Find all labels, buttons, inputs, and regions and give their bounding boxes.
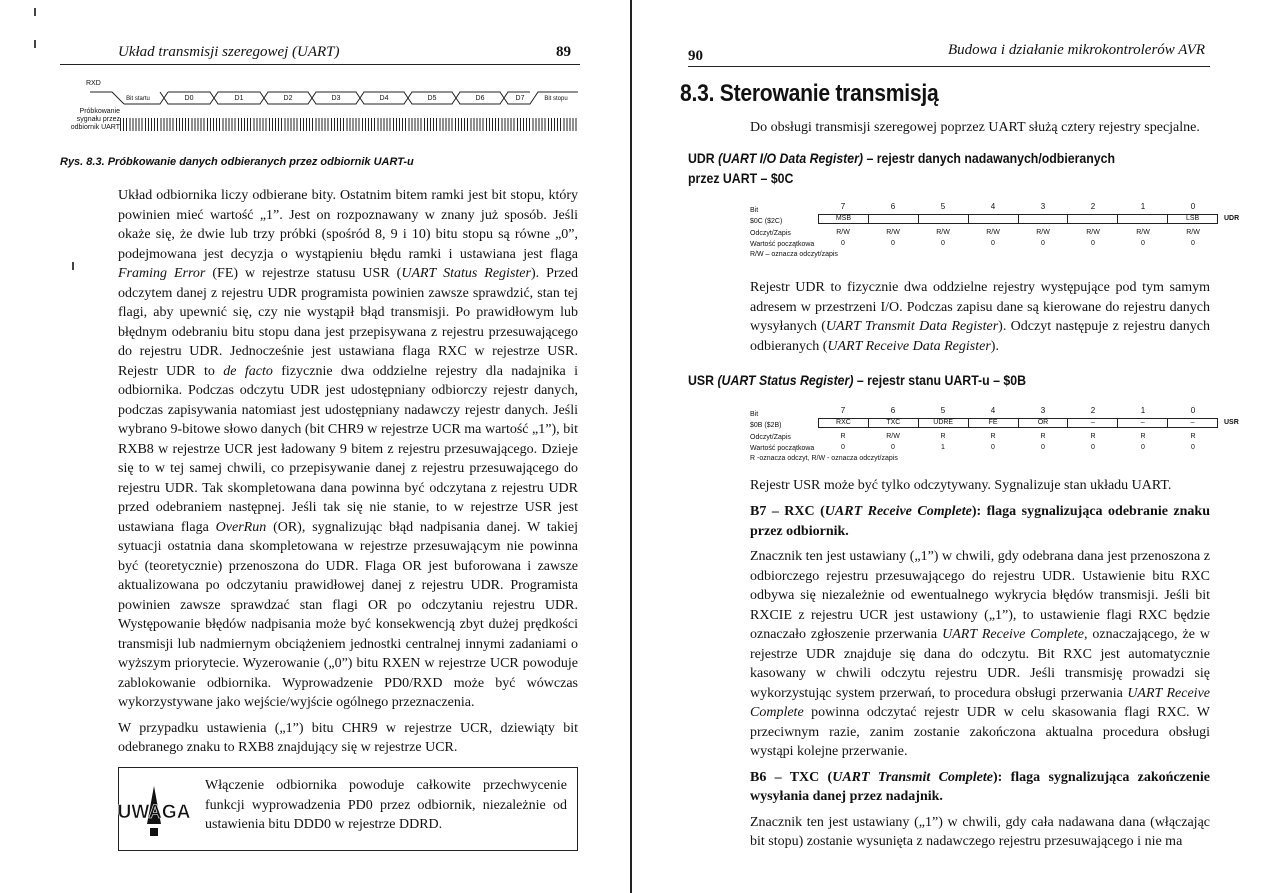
sampling-label-line: sygnału przez [76,116,120,123]
register-cell [1118,215,1168,223]
crop-mark [34,8,36,16]
register-access: R [1040,433,1046,440]
bit-label: Bit startu [126,96,150,102]
figure-caption: Rys. 8.3. Próbkowanie danych odbieranych przez odbiornik UART-u [60,156,414,168]
register-initial-value: 0 [1141,240,1145,247]
register-initial-value: 0 [1041,444,1045,451]
register-bit-number: 1 [1140,202,1146,211]
register-initial-value: 0 [891,240,895,247]
register-initial-value: 0 [1141,444,1145,451]
register-bit-number: 3 [1040,406,1046,415]
paragraph: W przypadku ustawienia („1”) bitu CHR9 w rejestrze UCR, dziewiąty bit odebranego znaku to RXB8 znajdujący się w rejestrze UCR. [118,720,578,755]
register-bit-label: Bit [750,207,759,214]
register-access-label: Odczyt/Zapis [750,434,791,441]
paragraph [750,547,1210,762]
register-cell [1019,215,1069,223]
text-run: UART Receive Complete [750,685,1210,720]
header-rule [60,64,580,65]
register-access: R/W [886,433,900,440]
register-access: R/W [1186,229,1200,236]
text-run: UART Transmit Data Register [825,319,999,334]
bit-label: D2 [283,95,293,102]
udr-heading-line2: przez UART – $0C [688,170,794,186]
register-initial-value: 0 [841,240,845,247]
text-run: B7 – RXC ( [750,504,825,519]
register-cell: – [1118,419,1168,427]
text-run: UART Status Register [401,266,531,281]
register-access-label: Odczyt/Zapis [750,230,791,237]
register-bit-number: 4 [990,406,996,415]
crop-mark [72,262,74,270]
register-legend: R -oznacza odczyt, R/W - oznacza odczyt/zapis [750,455,898,462]
register-access: R [990,433,996,440]
text-run: Framing Error [118,266,206,281]
register-initial-value: 0 [1191,444,1195,451]
intro-text: Do obsługi transmisji szeregowej poprzez UART służą cztery rejestry specjalne. [750,120,1200,135]
text-run: Rejestr UDR to fizycznie dwa oddzielne rejestry występujące pod tym samym adresem w przestrzeni I/O. Podczas zapisu dane są kierowane do rejestru danych wysyłanych ( [750,280,1210,334]
register-bit-number: 2 [1090,202,1096,211]
register-access: R/W [836,229,850,236]
register-cell: – [1190,419,1195,426]
paragraph [118,186,578,713]
register-address: $0C ($2C) [750,218,783,225]
bit-label: D1 [234,95,244,102]
text-run: UART Receive Data Register [827,338,991,354]
register-cell [1068,215,1118,223]
register-access: R/W [986,229,1000,236]
register-cell: MSB [819,215,869,223]
register-cell: FE [969,419,1019,427]
register-bit-number: 5 [940,406,946,415]
text-run: Układ odbiornika liczy odbierane bity. Ostatnim bitem ramki jest bit stopu, który powinien mieć wartość „1”. Jest on rozpoznawany w znany już sposób. Jeśli okaże się, że dwie lub trzy próbki (spośród 8, 9 i 10) bitu stopu są równe „0”, podejmowana jest decyzja o wystąpieniu błędu ramki i ustawiana jest flaga [118,188,578,262]
text-run: (UART Status Register) [717,372,854,388]
text-run: (UART I/O Data Register) [718,150,864,166]
text-run: (FE) w rejestrze statusu USR ( [205,266,402,281]
text-run: Znacznik ten jest ustawiany („1”) w chwili, gdy odebrana dana jest przenoszona z odbiorczego rejestru przesuwającego do rejestru UDR. Ustawienie bitu RXC odbywa się niezależnie od ewentualnego wykrycia błędów transmisji. Jeśli bit RXCIE z rejestru UCR jest ustawiony („1”), to ustawienie flagi RXC będzie oznaczało zgłoszenie przerwania [750,549,1210,642]
udr-register-table [750,198,1240,278]
text-run: fizycznie dwa oddzielne rejestry dla nadajnika i odbiornika. Podczas odczytu UDR jest udostępniany odbiorczy rejestr danych, podczas zapisywania natomiast jest udostępniany nadawczy rejestr danych. Jeśli wybrano 9-bitowe słowo danych (bit CHR9 w rejestrze UCR ma wartość „1”), bit RXB8 w rejestrze UCR jest ładowany 9 bitem z rejestru przesuwającego. Dzieje się to w tej samej chwili, co przepisywanie danej z rejestru przesuwającego do rejestru UDR. Tak skompletowana dana powinna być odczytana z rejestru UDR przed odebraniem następnej. Jeśli tak się nie stanie, to w rejestrze USR jest ustawiana flaga [118,363,578,535]
register-initial-value: 0 [1091,240,1095,247]
text-run: – rejestr stanu UART-u – $0B [853,372,1026,388]
register-bit-number: 5 [940,202,946,211]
register-initial-value: 0 [1041,240,1045,247]
page-number: 90 [688,48,703,64]
register-initial-value: 0 [991,444,995,451]
register-initial-value: 1 [941,444,945,451]
register-initial-value: 0 [1191,240,1195,247]
register-bit-number: 0 [1190,202,1196,211]
text-run: B6 – TXC ( [750,769,833,785]
udr-description [750,278,1210,362]
text-run: de facto [223,363,273,379]
register-access: R [1140,433,1146,440]
b7-section [750,502,1210,858]
timing-figure [60,74,580,154]
register-access: R [840,433,846,440]
register-initial-value: 0 [1091,444,1095,451]
b7-heading [750,502,1210,541]
register-initial-label: Wartość początkowa [750,445,815,452]
register-bit-label: Bit [750,411,759,418]
usr-heading [688,372,1026,388]
note-icon-text: UWAGA [117,802,191,823]
register-bit-number: 6 [890,406,896,415]
register-bit-number: 7 [840,202,846,211]
register-initial-value: 0 [841,444,845,451]
note-text: Włączenie odbiornika powoduje całkowite przechwycenie funkcji wyprowadzenia PD0 przez odbiornik, niezależnie od ustawienia bitu DDD0 w rejestrze DDRD. [205,778,567,832]
left-body [118,186,578,764]
bit-label: D5 [427,95,437,102]
text-run: – rejestr danych nadawanych/odbieranych [863,150,1116,166]
bit-label: Bit stopu [544,96,568,102]
register-cell: – [1068,419,1118,427]
bit-label: D7 [515,95,525,102]
register-legend: R/W – oznacza odczyt/zapis [750,251,838,258]
udr-heading [688,150,1115,166]
warning-icon [117,784,191,840]
register-access: R [1190,433,1196,440]
register-access: R/W [1036,229,1050,236]
b6-heading [750,768,1210,807]
register-cells [818,418,1218,428]
text-run: (OR), sygnalizując błąd nadpisania danej. W takiej sytuacji ostatnia dana skompletowana w rejestrze przesuwającym nie powinna być (teoretycznie) przenoszona do UDR. Flaga OR jest buforowana i zawsze aktualizowana po odczytaniu prawidłowej danej z rejestru UDR. Programista powinien zawsze sprawdzać stan flagi OR po odczytaniu rejestru UDR. Występowanie błędów nadpisania może być konsekwencją zbyt dużej prędkości transmisji lub nadmiernym obciążeniem jednostki centralnej innymi zadaniami o wyższym priorytecie. Wyzerowanie („0”) bitu RXEN w rejestrze UCR powoduje zablokowanie odbiornika. Wyprowadzenie PD0/RXD może być wówczas wykorzystywane jako wejście/wyjście ogólnego przeznaczenia. [118,519,579,710]
right-page [632,0,1263,893]
register-access: R [940,433,946,440]
register-initial-value: 0 [991,240,995,247]
register-access: R/W [1086,229,1100,236]
usr-description: Rejestr USR może być tylko odczytywany. Sygnalizuje stan układu UART. [750,478,1172,493]
register-cell: LSB [1185,215,1200,222]
register-initial-value: 0 [891,444,895,451]
text-run: , oznaczającego, że w rejestrze UDR znajduje się dana do odczytu. Bit RXC jest automatycznie kasowany w chwili odczytu rejestru UDR. Jeśli transmisję prowadzi się wykorzystując system przerwań, to procedura obsługi przerwania [750,627,1210,701]
text-run: UART Receive Complete [824,504,972,519]
register-address: $0B ($2B) [750,422,782,429]
register-cell: UDRE [919,419,969,427]
text-run: ). [990,338,999,354]
text-run: ). Przed odczytem danej z rejestru UDR programista powinien zawsze sprawdzić, stan tej flagi, aby upewnić się, czy nie wystąpił błąd transmisji. Po prawidłowym lub błędnym odebraniu bitu stopu dana jest przepisywana z rejestru przesuwającego do rejestru UDR. Jednocześnie jest ustawiana flaga RXC w rejestrze USR. Rejestr UDR to [118,266,578,379]
text-run: ): flaga sygnalizująca odebranie znaku przez odbiornik. [750,504,1210,539]
sampling-label [60,108,120,132]
register-bit-number: 6 [890,202,896,211]
register-cells [818,214,1218,224]
register-access: R/W [1136,229,1150,236]
rxd-label: RXD [86,80,101,87]
bit-label: D0 [184,95,194,102]
register-access: R [1090,433,1096,440]
register-cell [869,215,919,223]
sample-ticks [120,118,578,131]
header-rule [688,66,1210,67]
text-run: OverRun [215,519,267,535]
register-bit-number: 3 [1040,202,1046,211]
register-bit-number: 1 [1140,406,1146,415]
register-initial-label: Wartość początkowa [750,241,815,248]
note-box [118,767,578,851]
register-name: USR [1224,419,1239,426]
register-initial-value: 0 [941,240,945,247]
register-bit-number: 0 [1190,406,1196,415]
crop-mark [34,40,36,48]
left-page [0,0,631,893]
sampling-label-line: Próbkowanie [79,108,120,115]
register-access: R/W [886,229,900,236]
text-run: UART Receive Complete [942,627,1084,642]
register-cell: TXC [869,419,919,427]
register-cell: RXC [819,419,869,427]
text-run: powinna odczytać rejestr UDR w celu skasowania flagi RXC. W przeciwnym razie, zanim zostanie zakończona aktualna procedura obsługi wystąpi kolejne przerwanie. [750,705,1210,759]
paragraph: Znacznik ten jest ustawiany („1”) w chwili, gdy cała nadawana dana (włączając bit stopu) zostanie wysunięta z nadawczego rejestru przesuwającego i nie ma [750,814,1210,849]
page-number: 89 [556,44,571,60]
sampling-label-line: odbiornik UART [70,124,120,131]
timing-diagram [60,74,580,154]
register-bit-number: 2 [1090,406,1096,415]
text-run: ). Odczyt następuje z rejestru danych odbieranych ( [750,319,1210,354]
bit-label: D4 [379,95,389,102]
text-run: USR [688,372,718,388]
register-bit-number: 7 [840,406,846,415]
paragraph [750,278,1210,356]
running-head: Budowa i działanie mikrokontrolerów AVR [948,42,1206,58]
text-run: UDR [688,150,719,166]
register-bit-number: 4 [990,202,996,211]
bit-label: D3 [331,95,341,102]
register-name: UDR [1224,215,1240,222]
register-cell [969,215,1019,223]
text-run: UART Transmit Complete [832,769,993,785]
register-cell: OR [1019,419,1069,427]
text-run: ): flaga sygnalizująca zakończenie wysyłania danej przez nadajnik. [750,769,1210,804]
running-head: Układ transmisji szeregowej (UART) [118,44,340,60]
section-title: 8.3. Sterowanie transmisją [680,80,939,107]
bit-label: D6 [475,95,485,102]
register-cell [919,215,969,223]
register-access: R/W [936,229,950,236]
usr-register-table [750,402,1239,482]
